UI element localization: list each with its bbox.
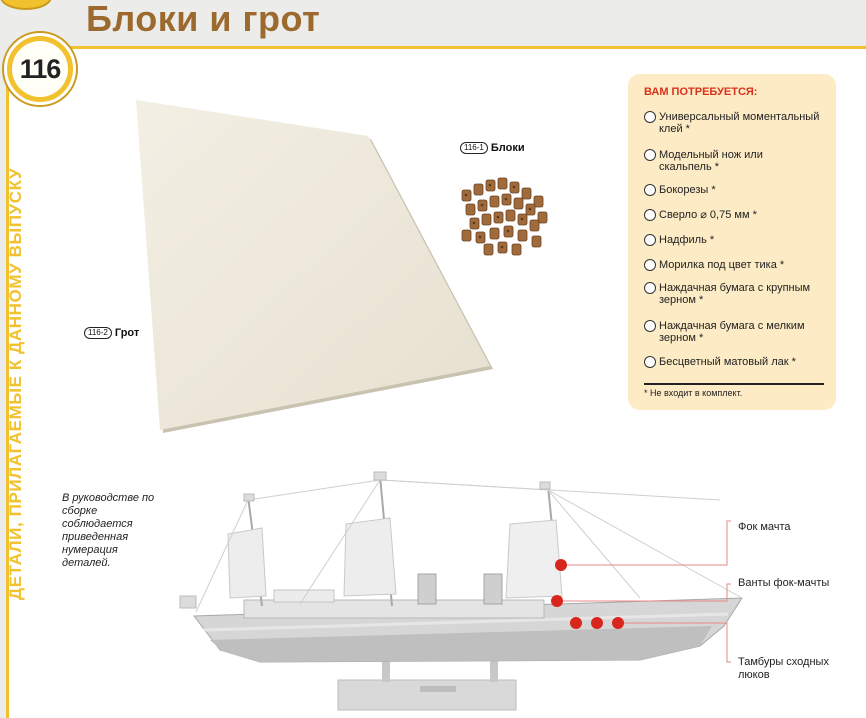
part-name: Грот <box>114 327 140 339</box>
part-number-badge: 116-1 <box>460 142 488 154</box>
manual-numbering-note: В руководстве по сборке соблюдается приведенная нумерация деталей. <box>62 492 155 569</box>
callout-fore-mast: Фок мачта <box>738 521 791 533</box>
tool-item: Сверло ⌀ 0,75 мм * <box>644 209 824 221</box>
page-title: Блоки и грот <box>86 0 321 39</box>
marker-hatch-3 <box>612 617 624 629</box>
marker-hatch-2 <box>591 617 603 629</box>
callout-fore-shrouds: Ванты фок-мачты <box>738 577 830 589</box>
tool-item: Бокорезы * <box>644 184 824 196</box>
tool-item: Надфиль * <box>644 234 824 246</box>
marker-fore-shrouds <box>551 595 563 607</box>
tool-item: Модельный нож или скальпель * <box>644 149 824 173</box>
tool-item: Наждачная бумага с мелким зерном * <box>644 320 824 344</box>
tool-item: Бесцветный матовый лак * <box>644 356 824 368</box>
issue-number: 116 <box>12 41 68 97</box>
marker-hatch-1 <box>570 617 582 629</box>
tool-item: Морилка под цвет тика * <box>644 259 824 271</box>
tools-needed-heading: ВАМ ПОТРЕБУЕТСЯ: <box>644 86 758 98</box>
part-name: Блоки <box>490 142 525 154</box>
tool-item: Наждачная бумага с крупным зерном * <box>644 282 824 306</box>
tools-footnote: * Не входит в комплект. <box>644 388 743 398</box>
part-number-badge: 116-2 <box>84 327 112 339</box>
callout-hatch-housings: Тамбуры сходных люков <box>738 656 829 681</box>
side-caption: ДЕТАЛИ, ПРИЛАГАЕМЫЕ К ДАННОМУ ВЫПУСКУ <box>6 167 25 600</box>
tool-item: Универсальный моментальный клей * <box>644 111 824 135</box>
marker-fore-mast <box>555 559 567 571</box>
